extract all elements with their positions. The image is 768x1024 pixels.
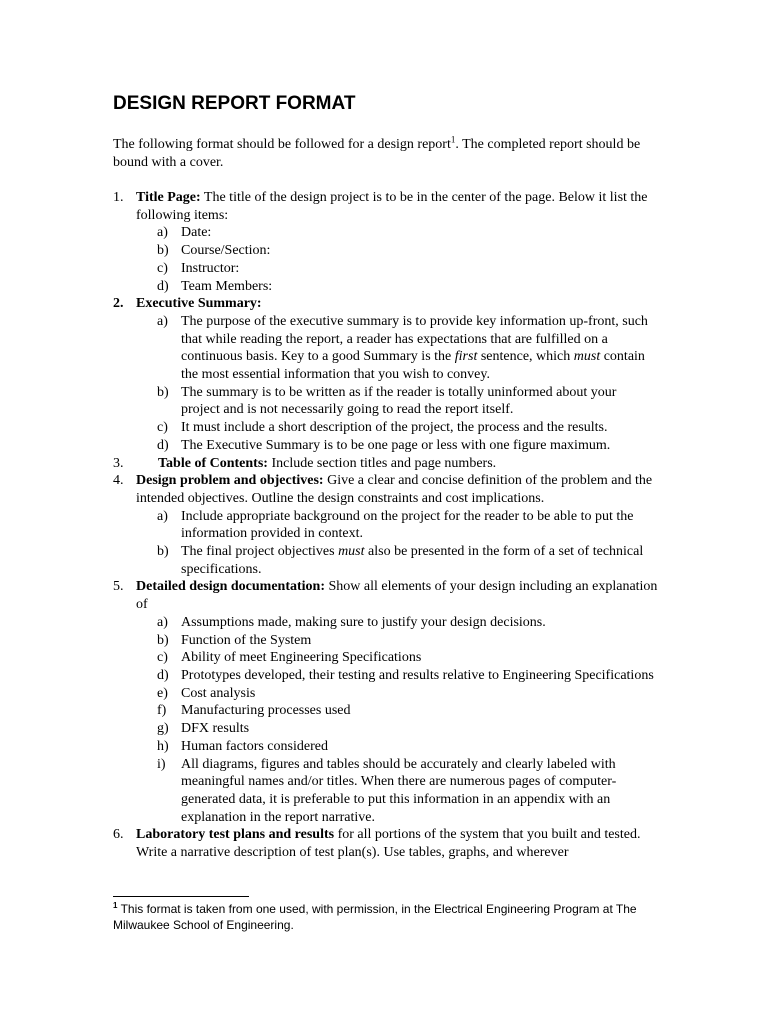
section-heading: Title Page: xyxy=(136,190,201,205)
subsection-item xyxy=(113,632,658,650)
subsection-item xyxy=(113,419,658,437)
section-heading: Laboratory test plans and results xyxy=(136,827,335,843)
footnote xyxy=(113,902,658,933)
subsection-text: Ability of meet Engineering Specifications xyxy=(181,650,422,666)
subsection-text: Instructor: xyxy=(181,260,240,276)
subsection-letter: a) xyxy=(157,313,168,329)
subsection-letter: c) xyxy=(157,260,168,276)
subsection-letter: a) xyxy=(157,614,168,630)
subsection-text: Course/Section: xyxy=(181,243,271,259)
emphasis-text: first xyxy=(454,349,478,365)
intro-text: The following format should be followed for a design report xyxy=(113,137,451,152)
section-item xyxy=(113,578,658,613)
subsection-item xyxy=(113,437,658,455)
subsection-letter: i) xyxy=(157,756,166,772)
subsection-letter: a) xyxy=(157,508,168,524)
subsection-item xyxy=(113,224,658,242)
section-item xyxy=(113,455,658,473)
section-number: 1. xyxy=(113,190,124,205)
subsection-text: Manufacturing processes used xyxy=(181,703,351,719)
subsection-letter: e) xyxy=(157,685,168,701)
subsection-text: Function of the System xyxy=(181,632,312,648)
section-number: 2. xyxy=(113,296,124,312)
subsection-text: DFX results xyxy=(181,721,250,737)
subsection-item xyxy=(113,756,658,827)
section-item xyxy=(113,472,658,507)
footnote-number: 1 xyxy=(113,901,118,910)
section-heading: Design problem and objectives: xyxy=(136,473,324,489)
intro-paragraph xyxy=(113,136,653,171)
subsection-item xyxy=(113,720,658,738)
subsection-item xyxy=(113,685,658,703)
subsection-letter: c) xyxy=(157,650,168,666)
subsection-letter: b) xyxy=(157,544,169,560)
subsection-item xyxy=(113,702,658,720)
subsection-letter: f) xyxy=(157,703,167,719)
subsection-text: contain the most essential information that you wish to convey. xyxy=(181,349,645,383)
section-number: 4. xyxy=(113,473,124,489)
subsection-letter: d) xyxy=(157,278,169,294)
subsection-text: Cost analysis xyxy=(181,685,256,701)
subsection-text: It must include a short description of the project, the process and the results. xyxy=(181,420,608,436)
subsection-item xyxy=(113,260,658,278)
subsection-text: Include appropriate background on the project for the reader to be able to put the information provided in context. xyxy=(181,508,634,542)
subsection-letter: d) xyxy=(157,667,169,683)
subsection-letter: b) xyxy=(157,384,169,400)
subsection-item xyxy=(113,738,658,756)
footnote-marker: 1 xyxy=(450,134,456,145)
subsection-letter: g) xyxy=(157,721,169,737)
section-heading: Detailed design documentation: xyxy=(136,579,325,595)
subsection-text: The summary is to be written as if the reader is totally uninformed about your project and is not necessarily going to read the report itself. xyxy=(181,384,617,418)
subsection-text: The purpose of the executive summary is to provide key information up-front, such that while reading the report, a reader has expectations that are fulfilled on a continuous basis. Key to a good Summary is the xyxy=(181,313,648,365)
emphasis-text: must xyxy=(573,349,601,365)
subsection-letter: a) xyxy=(157,225,168,241)
subsection-text: All diagrams, figures and tables should be accurately and clearly labeled with meaningful names and/or titles. When there are numerous pages of computer-generated data, it is preferable to put this information in an appendix with an explanation in the report narrative. xyxy=(181,756,617,825)
section-item xyxy=(113,295,658,313)
subsection-text: Team Members: xyxy=(181,278,273,294)
subsection-letter: h) xyxy=(157,738,169,754)
section-text: Show all elements of your design including an explanation of xyxy=(136,579,658,613)
intro-text-continued: . The completed report should be bound with a cover. xyxy=(113,137,641,170)
subsection-item xyxy=(113,242,658,260)
section-text: The title of the design project is to be in the center of the page. Below it list the following items: xyxy=(136,190,648,223)
subsection-text: also be presented in the form of a set of technical specifications. xyxy=(181,544,644,577)
section-number: 3. xyxy=(113,455,124,471)
subsection-letter: c) xyxy=(157,420,168,436)
footnote-divider xyxy=(113,896,249,897)
subsection-letter: d) xyxy=(157,437,169,453)
section-text: for all portions of the system that you built and tested. Write a narrative description of test plan(s). Use tables, graphs, and wherever xyxy=(136,827,641,861)
subsection-item xyxy=(113,543,658,578)
subsection-letter: b) xyxy=(157,243,169,259)
subsection-item xyxy=(113,313,658,384)
subsection-item xyxy=(113,649,658,667)
subsection-item xyxy=(113,278,658,296)
subsection-item xyxy=(113,614,658,632)
section-number: 6. xyxy=(113,827,124,843)
subsection-text: Assumptions made, making sure to justify your design decisions. xyxy=(181,614,546,630)
section-text: Give a clear and concise definition of the problem and the intended objectives. Outline the design constraints and cost implications. xyxy=(136,473,653,506)
subsection-text: The final project objectives xyxy=(181,544,339,560)
subsection-item xyxy=(113,508,658,543)
emphasis-text: must xyxy=(338,544,365,560)
subsection-text: Prototypes developed, their testing and results relative to Engineering Specifications xyxy=(181,667,654,683)
section-item xyxy=(113,826,658,861)
subsection-item xyxy=(113,667,658,685)
subsection-item xyxy=(113,384,658,419)
subsection-text: The Executive Summary is to be one page or less with one figure maximum. xyxy=(181,437,611,453)
section-heading: Executive Summary: xyxy=(136,296,262,312)
subsection-text: Human factors considered xyxy=(181,738,328,754)
report-sections-list xyxy=(113,189,658,862)
section-heading: Table of Contents: xyxy=(158,455,268,471)
section-item xyxy=(113,189,658,224)
footnote-text: This format is taken from one used, with permission, in the Electrical Engineering Program at The Milwaukee School of Engineering. xyxy=(113,902,637,932)
subsection-text: Date: xyxy=(181,225,212,241)
subsection-letter: b) xyxy=(157,632,169,648)
section-text: Include section titles and page numbers. xyxy=(267,455,497,471)
page-title: DESIGN REPORT FORMAT xyxy=(113,93,356,114)
section-number: 5. xyxy=(113,579,124,595)
subsection-text: sentence, which xyxy=(477,349,574,365)
